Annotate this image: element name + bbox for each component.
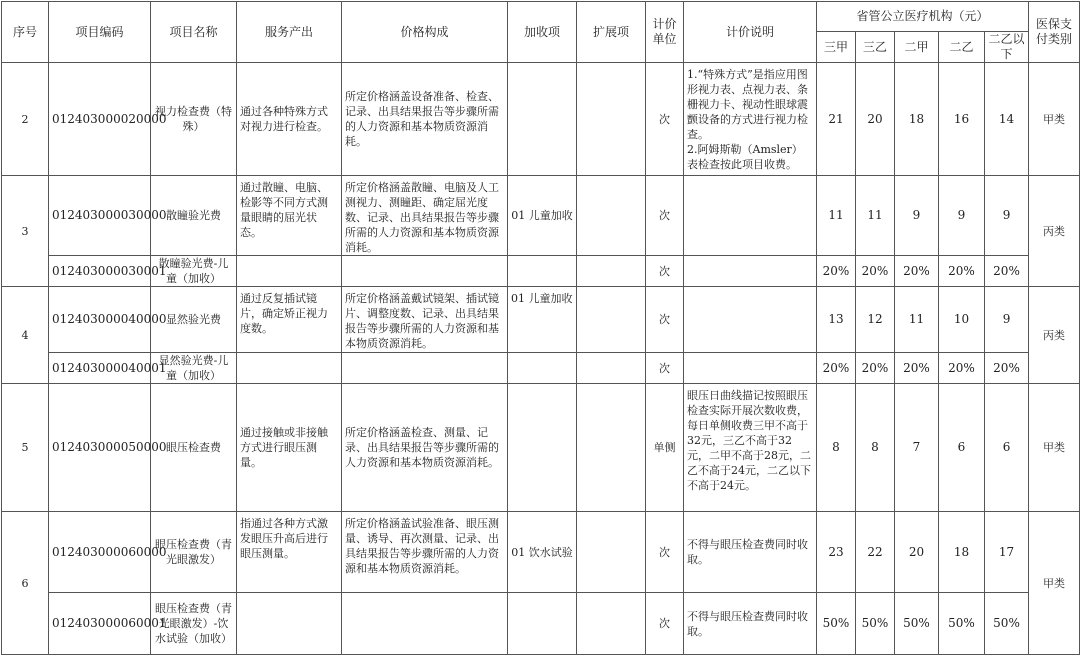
cell-fee: 20% (939, 256, 985, 287)
header-unit: 计价单位 (646, 2, 684, 63)
cell-fee: 11 (856, 176, 895, 256)
cell-seq: 4 (2, 287, 49, 384)
cell-fee: 23 (817, 512, 856, 593)
cell-addon (508, 593, 577, 655)
cell-code: 012403000040001 (49, 353, 151, 384)
cell-fee: 50% (817, 593, 856, 655)
cell-fee: 22 (856, 512, 895, 593)
cell-fee: 18 (895, 63, 939, 176)
cell-service (237, 256, 342, 287)
cell-name: 眼压检查费 (151, 384, 237, 512)
cell-fee: 18 (939, 512, 985, 593)
table-row (2, 176, 1080, 256)
cell-addon: 01 儿童加收 (508, 287, 577, 353)
cell-seq: 3 (2, 176, 49, 287)
cell-ext (577, 593, 646, 655)
cell-code: 012403000020000 (49, 63, 151, 176)
cell-name: 散瞳验光费 (151, 176, 237, 256)
cell-fee: 12 (856, 287, 895, 353)
header-group: 省管公立医疗机构（元） (817, 2, 1029, 32)
cell-ext (577, 256, 646, 287)
cell-seq: 6 (2, 512, 49, 655)
cell-fee: 50% (939, 593, 985, 655)
header-level: 二乙以下 (985, 32, 1029, 63)
cell-fee: 20% (985, 353, 1029, 384)
cell-fee: 20% (939, 353, 985, 384)
cell-code: 012403000040000 (49, 287, 151, 353)
cell-addon (508, 353, 577, 384)
header-name: 项目名称 (151, 2, 237, 63)
cell-code: 012403000030000 (49, 176, 151, 256)
cell-fee: 16 (939, 63, 985, 176)
cell-service (237, 353, 342, 384)
cell-fee: 9 (985, 176, 1029, 256)
cell-fee: 20% (895, 256, 939, 287)
cell-code: 012403000050000 (49, 384, 151, 512)
header-seq: 序号 (2, 2, 49, 63)
cell-unit: 次 (646, 287, 684, 353)
cell-addon (508, 256, 577, 287)
cell-fee: 11 (817, 176, 856, 256)
cell-addon (508, 63, 577, 176)
header-level: 二乙 (939, 32, 985, 63)
cell-name: 眼压检查费（青光眼激发）-饮水试验（加收） (151, 593, 237, 655)
cell-service: 通过各种特殊方式对视力进行检查。 (237, 63, 342, 176)
cell-note: 眼压日曲线描记按照眼压检查实际开展次数收费，每日单侧收费三甲不高于32元，三乙不高于32元，二甲不高于28元，二乙不高于24元，二乙以下不高于24元。 (684, 384, 817, 512)
cell-addon (508, 384, 577, 512)
table-row (2, 353, 1080, 384)
cell-fee: 20% (856, 256, 895, 287)
table-row (2, 63, 1080, 176)
cell-code: 012403000060000 (49, 512, 151, 593)
cell-unit: 次 (646, 176, 684, 256)
cell-service: 通过接触或非接触方式进行眼压测量。 (237, 384, 342, 512)
table-body (2, 63, 1080, 655)
cell-unit: 次 (646, 63, 684, 176)
cell-unit: 次 (646, 353, 684, 384)
cell-price: 所定价格涵盖检查、测量、记录、出具结果报告等步骤所需的人力资源和基本物质资源消耗。 (342, 384, 508, 512)
header-price: 价格构成 (342, 2, 508, 63)
table-row (2, 384, 1080, 512)
cell-fee: 20% (895, 353, 939, 384)
cell-service: 通过散瞳、电脑、检影等不同方式测量眼睛的屈光状态。 (237, 176, 342, 256)
cell-unit: 单侧 (646, 384, 684, 512)
cell-fee: 13 (817, 287, 856, 353)
header-insurance: 医保支付类别 (1029, 2, 1080, 63)
table-row (2, 512, 1080, 593)
cell-fee: 20% (856, 353, 895, 384)
cell-addon: 01 饮水试验 (508, 512, 577, 593)
header-level: 三甲 (817, 32, 856, 63)
cell-name: 显然验光费 (151, 287, 237, 353)
cell-fee: 20 (895, 512, 939, 593)
cell-insurance: 甲类 (1029, 512, 1080, 655)
cell-name: 显然验光费-儿童（加收） (151, 353, 237, 384)
cell-fee: 6 (985, 384, 1029, 512)
cell-note (684, 287, 817, 353)
cell-unit: 次 (646, 593, 684, 655)
header-addon: 加收项 (508, 2, 577, 63)
cell-fee: 7 (895, 384, 939, 512)
cell-ext (577, 176, 646, 256)
cell-fee: 17 (985, 512, 1029, 593)
cell-addon: 01 儿童加收 (508, 176, 577, 256)
cell-fee: 20% (985, 256, 1029, 287)
cell-fee: 9 (985, 287, 1029, 353)
cell-price: 所定价格涵盖试验准备、眼压测量、诱导、再次测量、记录、出具结果报告等步骤所需的人力资源和基本物质资源消耗。 (342, 512, 508, 593)
cell-price: 所定价格涵盖散瞳、电脑及人工测视力、测瞳距、确定屈光度数、记录、出具结果报告等步骤所需的人力资源和基本物质资源消耗。 (342, 176, 508, 256)
cell-name: 眼压检查费（青光眼激发） (151, 512, 237, 593)
cell-ext (577, 512, 646, 593)
cell-note: 1.“特殊方式”是指应用图形视力表、点视力表、条栅视力卡、视动性眼球震颤设备的方式进行视力检查。 2.阿姆斯勒（Amsler）表检查按此项目收费。 (684, 63, 817, 176)
cell-price (342, 593, 508, 655)
cell-seq: 5 (2, 384, 49, 512)
cell-code: 012403000030001 (49, 256, 151, 287)
table-header (2, 2, 1080, 63)
table-row (2, 593, 1080, 655)
cell-service (237, 593, 342, 655)
cell-ext (577, 384, 646, 512)
header-ext: 扩展项 (577, 2, 646, 63)
table-row (2, 256, 1080, 287)
cell-fee: 20% (817, 256, 856, 287)
cell-unit: 次 (646, 256, 684, 287)
pricing-table (1, 1, 1080, 655)
cell-insurance: 甲类 (1029, 384, 1080, 512)
cell-name: 视力检查费（特殊） (151, 63, 237, 176)
header-level: 二甲 (895, 32, 939, 63)
cell-fee: 20 (856, 63, 895, 176)
cell-service: 指通过各种方式激发眼压升高后进行眼压测量。 (237, 512, 342, 593)
cell-price (342, 256, 508, 287)
cell-ext (577, 353, 646, 384)
cell-fee: 6 (939, 384, 985, 512)
cell-note (684, 176, 817, 256)
cell-ext (577, 63, 646, 176)
cell-note: 不得与眼压检查费同时收取。 (684, 512, 817, 593)
cell-price (342, 353, 508, 384)
cell-fee: 50% (856, 593, 895, 655)
cell-name: 散瞳验光费-儿童（加收） (151, 256, 237, 287)
cell-fee: 50% (985, 593, 1029, 655)
cell-unit: 次 (646, 512, 684, 593)
cell-fee: 9 (939, 176, 985, 256)
header-service: 服务产出 (237, 2, 342, 63)
cell-note (684, 353, 817, 384)
cell-note (684, 256, 817, 287)
cell-fee: 20% (817, 353, 856, 384)
cell-service: 通过反复插试镜片，确定矫正视力度数。 (237, 287, 342, 353)
cell-seq: 2 (2, 63, 49, 176)
header-level: 三乙 (856, 32, 895, 63)
cell-fee: 50% (895, 593, 939, 655)
table-row (2, 287, 1080, 353)
header-note: 计价说明 (684, 2, 817, 63)
cell-fee: 9 (895, 176, 939, 256)
cell-fee: 10 (939, 287, 985, 353)
cell-fee: 8 (817, 384, 856, 512)
header-code: 项目编码 (49, 2, 151, 63)
cell-fee: 21 (817, 63, 856, 176)
cell-insurance: 丙类 (1029, 176, 1080, 287)
cell-fee: 8 (856, 384, 895, 512)
cell-ext (577, 287, 646, 353)
cell-code: 012403000060001 (49, 593, 151, 655)
cell-price: 所定价格涵盖戴试镜架、插试镜片、调整度数、记录、出具结果报告等步骤所需的人力资源和基本物质资源消耗。 (342, 287, 508, 353)
cell-note: 不得与眼压检查费同时收取。 (684, 593, 817, 655)
cell-insurance: 甲类 (1029, 63, 1080, 176)
cell-fee: 14 (985, 63, 1029, 176)
cell-fee: 11 (895, 287, 939, 353)
cell-insurance: 丙类 (1029, 287, 1080, 384)
cell-price: 所定价格涵盖设备准备、检查、记录、出具结果报告等步骤所需的人力资源和基本物质资源消耗。 (342, 63, 508, 176)
